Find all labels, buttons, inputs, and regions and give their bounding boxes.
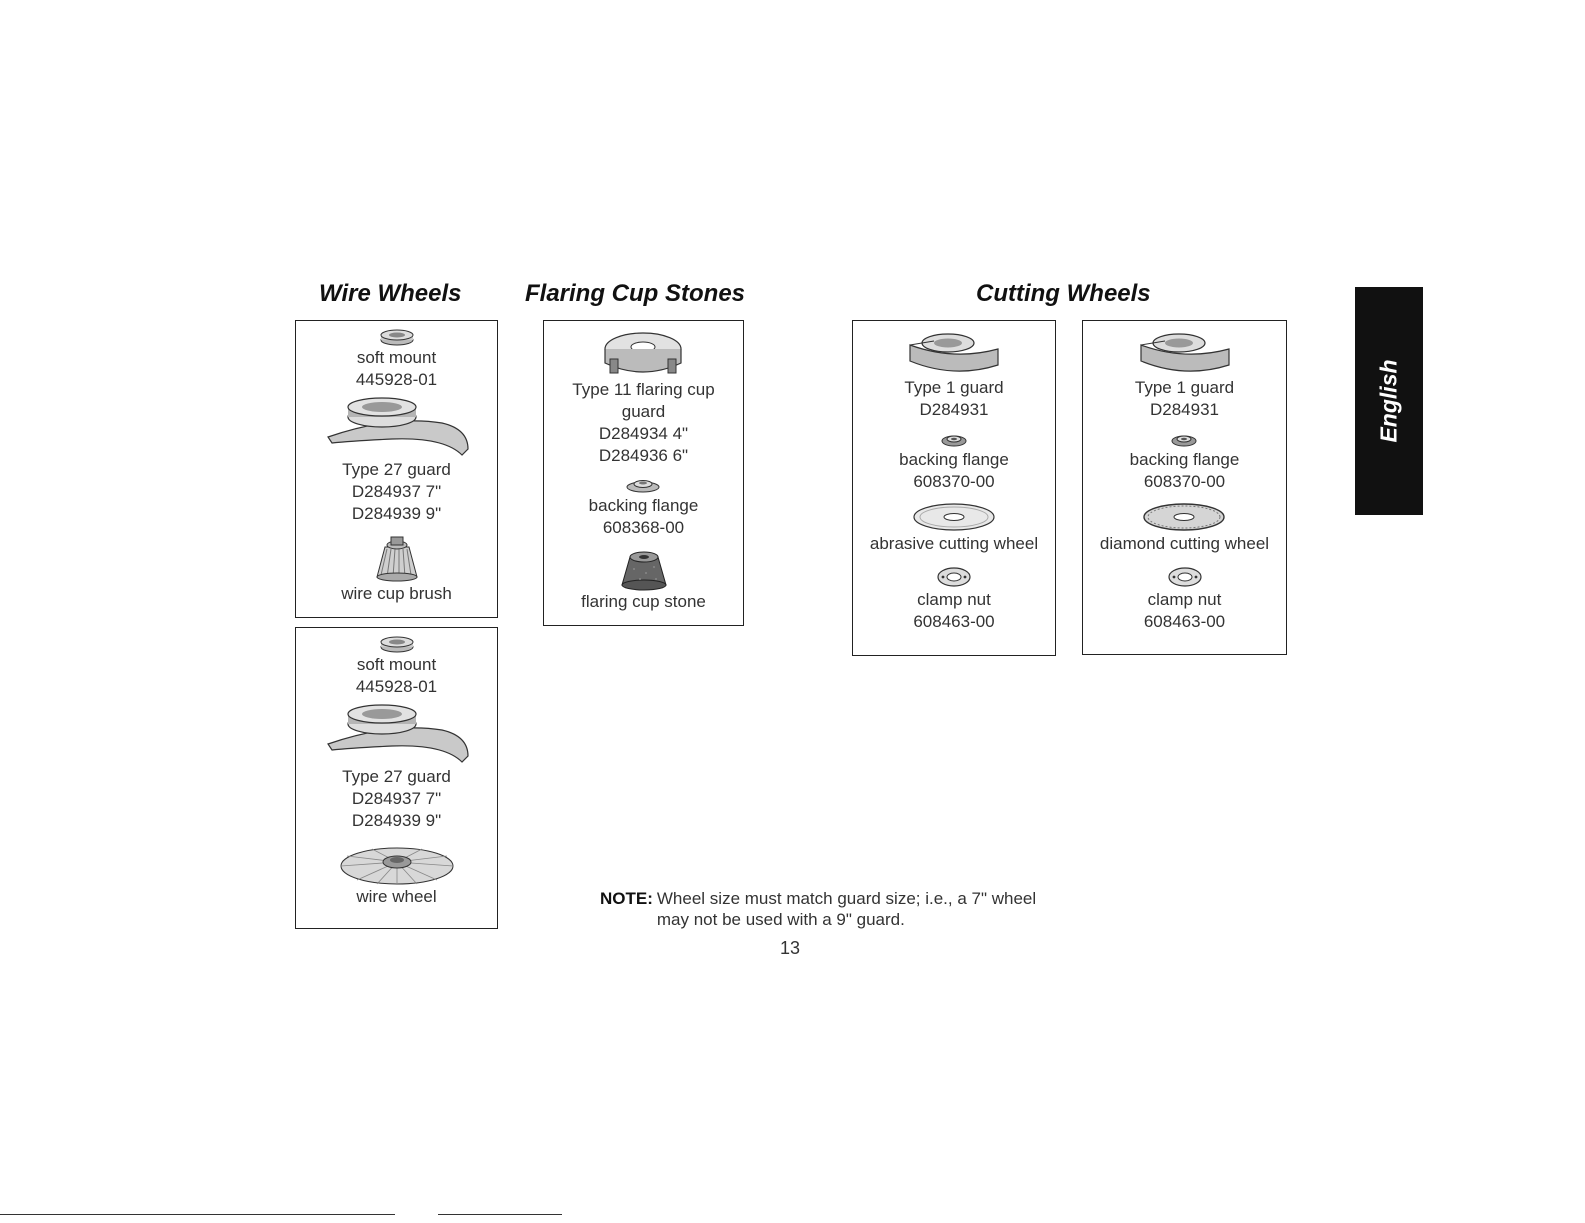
clamp-nut-part [1144, 563, 1225, 633]
backing-flange-icon [1169, 431, 1199, 449]
type-1-guard-icon [904, 331, 1004, 377]
flaring-cup-stone-part [581, 547, 706, 613]
flaring-cup-stone-icon [616, 547, 672, 591]
footer-rule-left [0, 1214, 395, 1215]
diamond-cutting-wheel-part [1100, 501, 1269, 555]
type-27-guard-part-9: D284939 9" [351, 504, 442, 523]
type-1-guard-part-number: D284931 [1149, 400, 1219, 419]
wheel-size-note [600, 888, 1057, 930]
note-label: NOTE: [600, 889, 653, 908]
type-27-guard-icon [322, 397, 472, 459]
type-27-guard-icon [322, 704, 472, 766]
wire-cup-brush-part [341, 533, 452, 605]
type-1-guard-part-number: D284931 [919, 400, 989, 419]
abrasive-cutting-wheel-label: abrasive cutting wheel [869, 534, 1039, 553]
type-11-guard-part-4: D284934 4" [598, 424, 689, 443]
type-1-guard-icon [1135, 331, 1235, 377]
type-1-guard-label: Type 1 guard [904, 378, 1004, 397]
page-number: 13 [779, 938, 801, 958]
type-11-guard-label-line1: Type 11 flaring cup [572, 380, 715, 399]
type-1-guard-part [904, 331, 1004, 421]
backing-flange-part-number: 608370-00 [913, 472, 995, 491]
heading-wire-wheels: Wire Wheels [319, 280, 462, 307]
soft-mount-part [356, 636, 437, 698]
abrasive-cutting-wheel-part [870, 501, 1038, 555]
wire-wheel-part [337, 840, 457, 908]
backing-flange-icon [623, 475, 663, 495]
type-11-guard-part [572, 329, 714, 467]
backing-flange-label: backing flange [899, 450, 1009, 469]
backing-flange-part [589, 475, 699, 539]
clamp-nut-label: clamp nut [1147, 590, 1222, 609]
diamond-cutting-wheel-icon [1139, 501, 1229, 533]
clamp-nut-icon [1165, 563, 1205, 589]
clamp-nut-icon [934, 563, 974, 589]
type-27-guard-part [322, 397, 472, 525]
cutting-wheels-box-abrasive [852, 320, 1056, 656]
backing-flange-label: backing flange [588, 496, 699, 515]
clamp-nut-part-number: 608463-00 [1143, 612, 1226, 631]
type-27-guard-part-7: D284937 7" [351, 482, 442, 501]
wire-wheel-icon [337, 840, 457, 886]
abrasive-cutting-wheel-icon [909, 501, 999, 533]
cutting-wheels-box-diamond [1082, 320, 1287, 655]
heading-flaring-cup-stones: Flaring Cup Stones [525, 280, 746, 307]
type-11-guard-part-6: D284936 6" [598, 446, 689, 465]
wire-wheels-box-cup-brush [295, 320, 498, 618]
flaring-cup-stone-label: flaring cup stone [581, 592, 706, 611]
backing-flange-part-number: 608368-00 [602, 518, 685, 537]
backing-flange-icon [939, 431, 969, 449]
diamond-cutting-wheel-label: diamond cutting wheel [1099, 534, 1270, 553]
type-11-guard-icon [600, 329, 686, 379]
language-tab [1355, 287, 1423, 515]
wire-cup-brush-icon [367, 533, 427, 583]
wire-wheels-box-wire-wheel [295, 627, 498, 929]
soft-mount-part-number: 445928-01 [355, 370, 438, 389]
type-1-guard-label: Type 1 guard [1134, 378, 1235, 397]
type-27-guard-label: Type 27 guard [342, 767, 451, 786]
type-27-guard-part-7: D284937 7" [351, 789, 442, 808]
soft-mount-part [356, 329, 437, 391]
soft-mount-icon [377, 636, 417, 654]
soft-mount-part-number: 445928-01 [355, 677, 438, 696]
wire-cup-brush-label: wire cup brush [341, 584, 452, 603]
backing-flange-part [899, 431, 1009, 493]
wire-wheel-label: wire wheel [356, 887, 437, 906]
soft-mount-icon [377, 329, 417, 347]
backing-flange-part [1130, 431, 1240, 493]
type-11-guard-label-line2: guard [621, 402, 666, 421]
footer-rule-right [438, 1214, 562, 1215]
type-27-guard-part [322, 704, 472, 832]
backing-flange-label: backing flange [1129, 450, 1240, 469]
note-text: Wheel size must match guard size; i.e., a 7" wheel may not be used with a 9" guard. [656, 889, 1037, 929]
type-1-guard-part [1135, 331, 1235, 421]
backing-flange-part-number: 608370-00 [1143, 472, 1226, 491]
clamp-nut-label: clamp nut [917, 590, 991, 609]
soft-mount-label: soft mount [356, 348, 437, 367]
flaring-cup-stones-box [543, 320, 744, 626]
heading-cutting-wheels: Cutting Wheels [976, 280, 1151, 307]
type-27-guard-label: Type 27 guard [342, 460, 451, 479]
clamp-nut-part [913, 563, 994, 633]
type-27-guard-part-9: D284939 9" [351, 811, 442, 830]
language-tab-label: English [1375, 359, 1402, 443]
clamp-nut-part-number: 608463-00 [913, 612, 995, 631]
soft-mount-label: soft mount [356, 655, 437, 674]
